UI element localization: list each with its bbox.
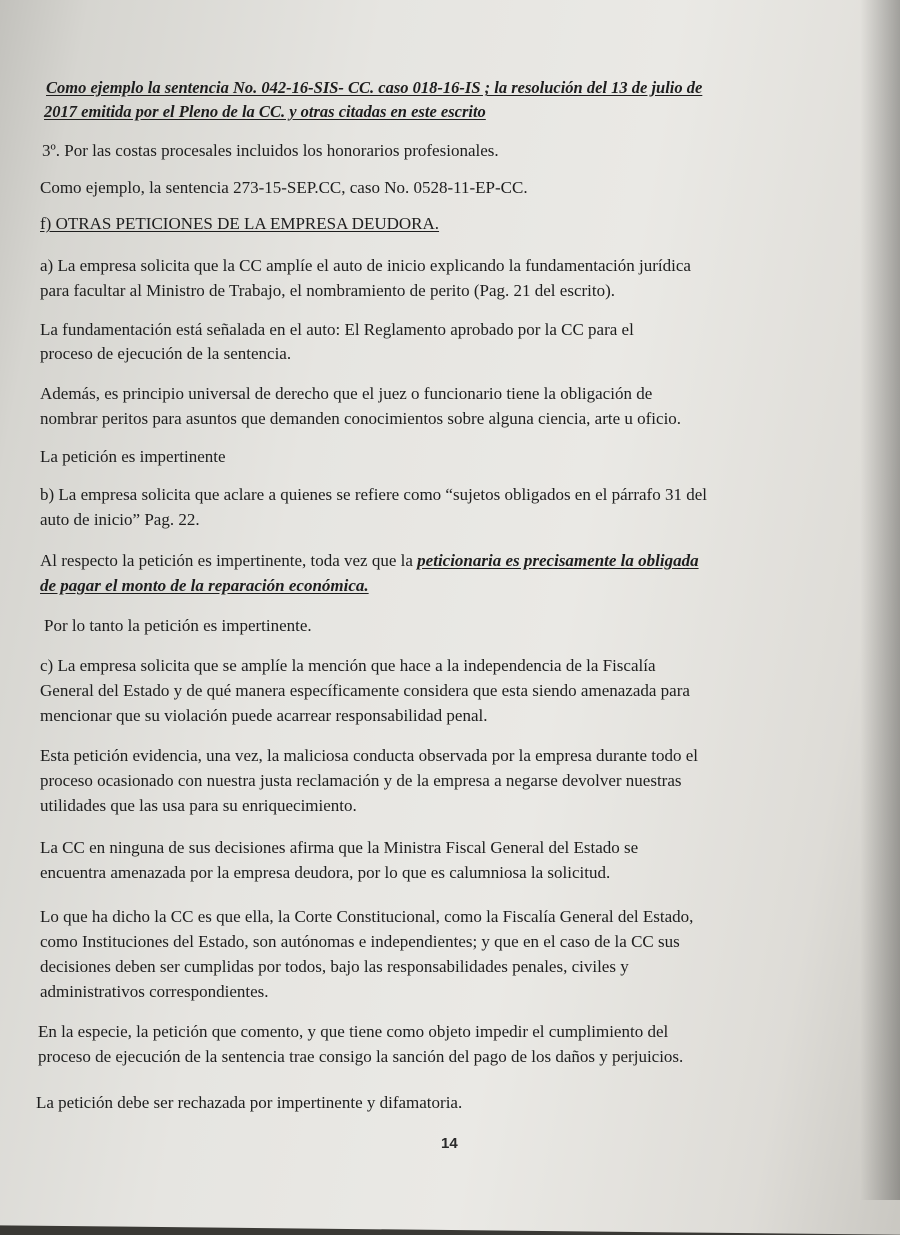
- dicho-line-1: Lo que ha dicho la CC es que ella, la Corte Constitucional, como la Fiscalía General del Estado,: [40, 907, 694, 926]
- esta-peticion-line-1: Esta petición evidencia, una vez, la maliciosa conducta observada por la empresa durante todo el: [40, 746, 699, 765]
- header-line-1: Como ejemplo la sentencia No. 042-16-SIS- CC. caso 018-16-IS ; la resolución del 13 de julio de: [46, 78, 703, 97]
- section-heading: f) OTRAS PETICIONES DE LA EMPRESA DEUDORA.: [40, 214, 440, 233]
- paragraph-b-line-2: auto de inicio” Pag. 22.: [40, 510, 200, 529]
- dicho-line-2: como Instituciones del Estado, son autónomas e independientes; y que en el caso de la CC sus: [40, 932, 680, 951]
- respecto-plain-text: Al respecto la petición es impertinente, toda vez que la: [40, 551, 418, 570]
- cc-paragraph-line-2: encuentra amenazada por la empresa deudora, por lo que es calumniosa la solicitud.: [40, 863, 611, 882]
- cc-paragraph-line-1: La CC en ninguna de sus decisiones afirma que la Ministra Fiscal General del Estado se: [40, 838, 639, 857]
- especie-line-2: proceso de ejecución de la sentencia trae consigo la sanción del pago de los daños y perjuicios.: [38, 1047, 684, 1066]
- example-line: Como ejemplo, la sentencia 273-15-SEP.CC, caso No. 0528-11-EP-CC.: [40, 178, 528, 197]
- dicho-line-3: decisiones deben ser cumplidas por todos, bajo las responsabilidades penales, civiles y: [40, 957, 629, 976]
- impertinent-line-1: La petición es impertinente: [40, 447, 226, 466]
- ademas-line-2: nombrar peritos para asuntos que demanden conocimientos sobre alguna ciencia, arte u oficio.: [40, 409, 682, 428]
- ademas-line-1: Además, es principio universal de derecho que el juez o funcionario tiene la obligación de: [40, 384, 653, 403]
- respecto-line-2: de pagar el monto de la reparación económica.: [40, 576, 369, 595]
- fundamentacion-line-1: La fundamentación está señalada en el auto: El Reglamento aprobado por la CC para el: [40, 320, 634, 339]
- paragraph-c-line-2: General del Estado y de qué manera específicamente considera que esta siendo amenazada para: [40, 681, 690, 700]
- fundamentacion-line-2: proceso de ejecución de la sentencia.: [40, 344, 292, 363]
- paragraph-c-line-3: mencionar que su violación puede acarrear responsabilidad penal.: [40, 706, 488, 725]
- esta-peticion-line-2: proceso ocasionado con nuestra justa reclamación y de la empresa a negarse devolver nuestras: [40, 771, 682, 790]
- respecto-line-1: [40, 551, 699, 571]
- paragraph-a-line-1: a) La empresa solicita que la CC amplíe el auto de inicio explicando la fundamentación jurídica: [40, 256, 691, 275]
- paragraph-a-line-2: para facultar al Ministro de Trabajo, el nombramiento de perito (Pag. 21 del escrito).: [40, 281, 616, 300]
- dicho-line-4: administrativos correspondientes.: [40, 982, 269, 1001]
- respecto-emphasis: peticionaria es precisamente la obligada: [417, 551, 699, 570]
- paragraph-c-line-1: c) La empresa solicita que se amplíe la mención que hace a la independencia de la Fiscalía: [40, 656, 656, 675]
- impertinent-line-2: Por lo tanto la petición es impertinente.: [44, 616, 312, 635]
- page-number: 14: [441, 1135, 458, 1152]
- header-line-2: 2017 emitida por el Pleno de la CC. y otras citadas en este escrito: [44, 102, 486, 121]
- especie-line-1: En la especie, la petición que comento, y que tiene como objeto impedir el cumplimiento del: [38, 1022, 669, 1041]
- item-3-costs: 3º. Por las costas procesales incluidos los honorarios profesionales.: [42, 141, 499, 160]
- final-line: La petición debe ser rechazada por impertinente y difamatoria.: [36, 1093, 463, 1112]
- paragraph-b-line-1: b) La empresa solicita que aclare a quienes se refiere como “sujetos obligados en el párrafo 31 del: [40, 485, 707, 504]
- esta-peticion-line-3: utilidades que las usa para su enriquecimiento.: [40, 796, 357, 815]
